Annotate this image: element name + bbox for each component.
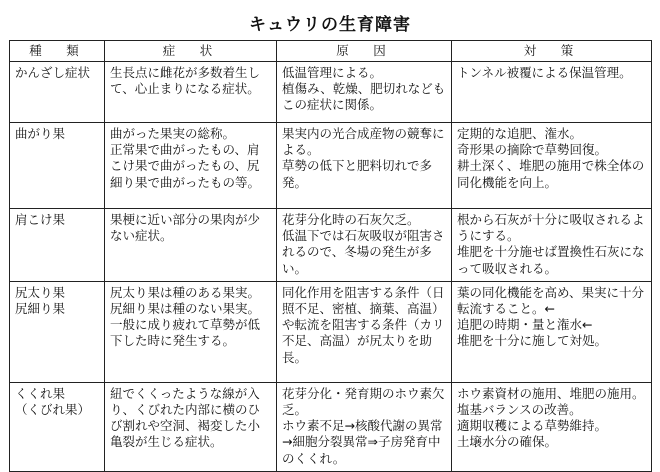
cell-countermeasure: 定期的な追肥、潅水。 奇形果の摘除で草勢回復。 耕土深く、堆肥の施用で株全体の同化機能を向上。 bbox=[452, 123, 652, 209]
cell-cause: 花芽分化・発育期のホウ素欠乏。 ホウ素不足→核酸代謝の異常→細胞分裂異常⇒子房発育中のくくれ。 bbox=[277, 382, 452, 471]
cell-cause: 花芽分化時の石灰欠乏。 低温下では石灰吸収が阻害されるので、冬場の発生が多い。 bbox=[277, 209, 452, 282]
cell-countermeasure: 根から石灰が十分に吸収されるようにする。 堆肥を十分施せば置換性石灰になって吸収される。 bbox=[452, 209, 652, 282]
cell-cause: 果実内の光合成産物の競奪による。 草勢の低下と肥料切れで多発。 bbox=[277, 123, 452, 209]
table-row bbox=[10, 123, 652, 209]
cell-countermeasure: トンネル被覆による保温管理。 bbox=[452, 62, 652, 123]
cell-type: 曲がり果 bbox=[10, 123, 105, 209]
page-title: キュウリの生育障害 bbox=[249, 15, 411, 35]
cell-symptom: 紐でくくったような線が入り、くびれた内部に横のひび割れや空洞、褐変した小亀裂が生じる症状。 bbox=[105, 382, 277, 471]
header-type: 種 類 bbox=[10, 41, 105, 62]
cell-symptom: 尻太り果は種のある果実。 尻細り果は種のない果実。 一般に成り疲れて草勢が低下した時に発生する。 bbox=[105, 281, 277, 382]
cell-cause: 同化作用を阻害する条件（日照不足、密植、摘葉、高温）や転流を阻害する条件（カリ不足、高温）が尻太りを助長。 bbox=[277, 281, 452, 382]
header-symptom: 症 状 bbox=[105, 41, 277, 62]
cell-symptom: 曲がった果実の総称。 正常果で曲がったもの、肩こけ果で曲がったもの、尻細り果で曲がったもの等。 bbox=[105, 123, 277, 209]
table-row bbox=[10, 62, 652, 123]
table-row bbox=[10, 281, 652, 382]
cell-type: かんざし症状 bbox=[10, 62, 105, 123]
cell-symptom: 生長点に雌花が多数着生して、心止まりになる症状。 bbox=[105, 62, 277, 123]
table-row bbox=[10, 382, 652, 471]
cell-countermeasure: ホウ素資材の施用、堆肥の施用。 塩基バランスの改善。 適期収穫による草勢維持。 土壌水分の確保。 bbox=[452, 382, 652, 471]
cell-cause: 低温管理による。 植傷み、乾燥、肥切れなどもこの症状に関係。 bbox=[277, 62, 452, 123]
table-row bbox=[10, 209, 652, 282]
cell-type: 尻太り果 尻細り果 bbox=[10, 281, 105, 382]
header-countermeasure: 対 策 bbox=[452, 41, 652, 62]
cell-countermeasure: 葉の同化機能を高め、果実に十分転流すること。← 追肥の時期・量と潅水← 堆肥を十分に施して対処。 bbox=[452, 281, 652, 382]
disorder-table bbox=[9, 40, 652, 472]
table-header-row bbox=[10, 41, 652, 62]
cell-type: くくれ果 （くびれ果） bbox=[10, 382, 105, 471]
cell-symptom: 果梗に近い部分の果肉が少ない症状。 bbox=[105, 209, 277, 282]
cell-type: 肩こけ果 bbox=[10, 209, 105, 282]
header-cause: 原 因 bbox=[277, 41, 452, 62]
